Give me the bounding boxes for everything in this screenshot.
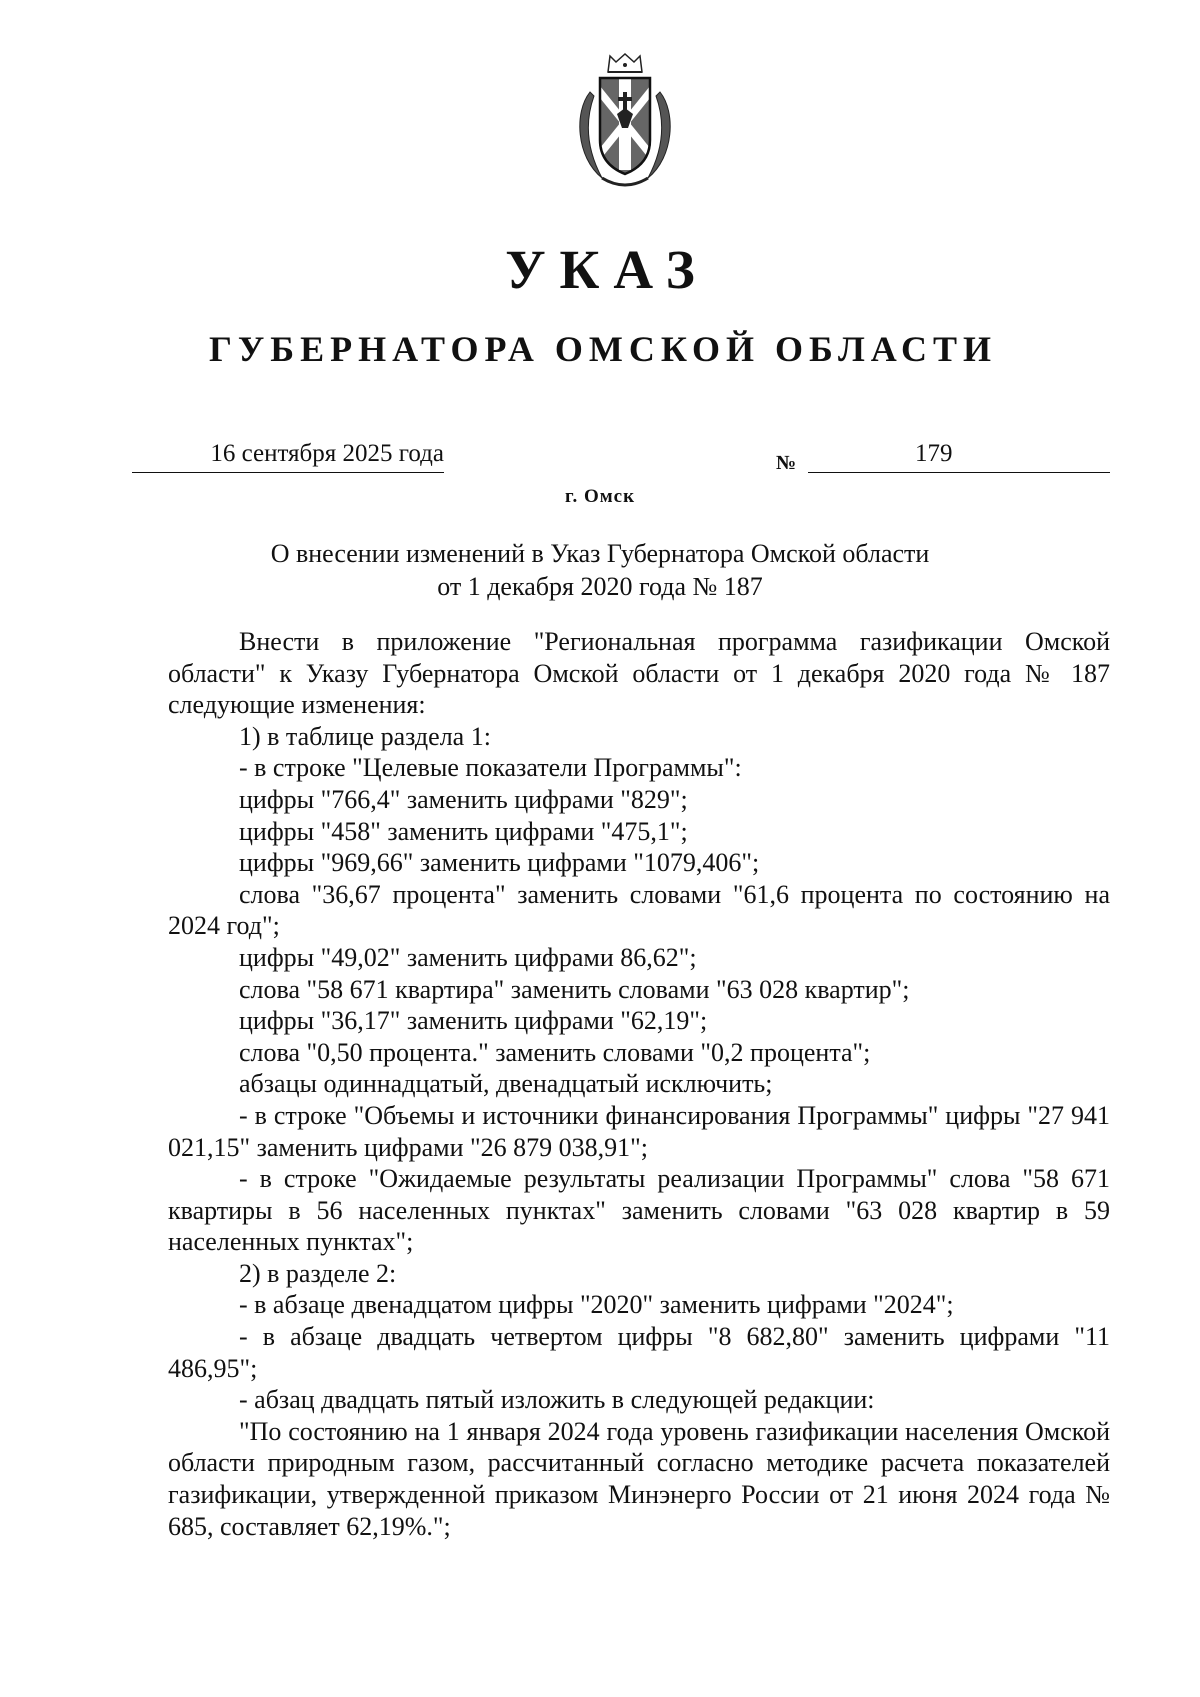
- body-paragraph: 1) в таблице раздела 1:: [239, 721, 491, 751]
- body-paragraph: слова "0,50 процента." заменить словами "0,2 процента";: [239, 1037, 871, 1067]
- document-body: [168, 626, 1110, 1542]
- body-paragraph: - в строке "Целевые показатели Программы":: [239, 753, 742, 783]
- body-paragraph: - в строке "Объемы и источники финансирования Программы" цифры "27 941 021,15" заменить цифрами "26 879 038,91";: [168, 1100, 1110, 1162]
- body-paragraph: слова "36,67 процента" заменить словами "61,6 процента по состоянию на 2024 год";: [168, 879, 1110, 941]
- document-date: 16 сентября 2025 года: [210, 440, 444, 467]
- number-sign: №: [776, 452, 797, 474]
- body-paragraph: - в строке "Ожидаемые результаты реализации Программы" слова "58 671 квартиры в 56 населенных пунктах" заменить словами "63 028 квартир в 59 населенных пунктах";: [168, 1164, 1110, 1257]
- body-paragraph: цифры "458" заменить цифрами "475,1";: [239, 816, 688, 846]
- heading-line-2: от 1 декабря 2020 года № 187: [437, 572, 763, 601]
- date-underline: [132, 472, 444, 473]
- body-paragraph: слова "58 671 квартира" заменить словами "63 028 квартир";: [239, 974, 910, 1004]
- body-paragraph: абзацы одиннадцатый, двенадцатый исключить;: [239, 1069, 773, 1099]
- body-paragraph: - в абзаце двенадцатом цифры "2020" заменить цифрами "2024";: [239, 1290, 954, 1320]
- body-paragraph: Внести в приложение "Региональная программа газификации Омской области" к Указу Губернатора Омской области от 1 декабря 2020 года № 187 следующие изменения:: [168, 627, 1110, 720]
- body-paragraph: цифры "49,02" заменить цифрами 86,62";: [239, 942, 697, 972]
- body-paragraph: - абзац двадцать пятый изложить в следующей редакции:: [239, 1385, 875, 1415]
- body-paragraph: 2) в разделе 2:: [239, 1258, 397, 1288]
- body-paragraph: цифры "766,4" заменить цифрами "829";: [239, 784, 688, 814]
- body-paragraph: цифры "36,17" заменить цифрами "62,19";: [239, 1006, 708, 1036]
- body-paragraph: цифры "969,66" заменить цифрами "1079,406";: [239, 848, 760, 878]
- document-subtitle: ГУБЕРНАТОРА ОМСКОЙ ОБЛАСТИ: [208, 329, 998, 369]
- document-title: УКАЗ: [505, 239, 709, 300]
- heading-line-1: О внесении изменений в Указ Губернатора Омской области: [270, 539, 930, 568]
- omsk-coat-of-arms-emblem: [572, 52, 678, 192]
- document-number: 179: [915, 440, 953, 467]
- number-underline: [808, 472, 1110, 473]
- body-paragraph: "По состоянию на 1 января 2024 года уровень газификации населения Омской области природным газом, рассчитанный согласно методике расчета показателей газификации, утвержденной приказом Минэнерго России от 21 июня 2024 года № 685, составляет 62,19%.";: [168, 1416, 1110, 1541]
- document-city: г. Омск: [564, 486, 636, 507]
- document-heading: [0, 537, 1200, 603]
- body-paragraph: - в абзаце двадцать четвертом цифры "8 682,80" заменить цифрами "11 486,95";: [168, 1322, 1110, 1383]
